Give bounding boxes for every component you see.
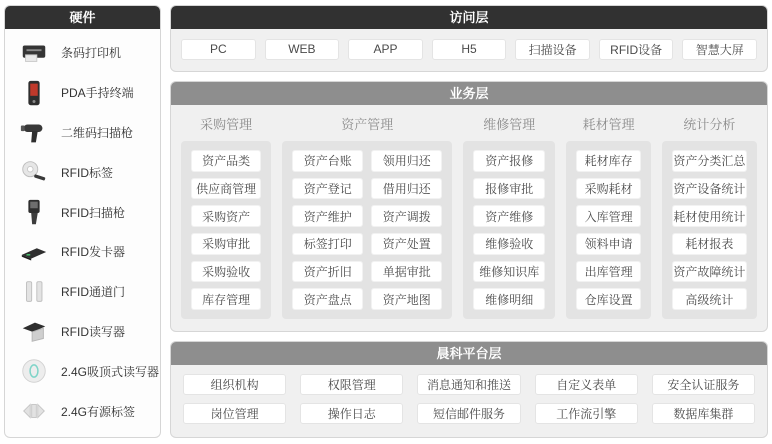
- module-chip[interactable]: 资产台账: [292, 150, 363, 172]
- sidebar-item-label: RFID通道门: [61, 285, 125, 300]
- business-column: [282, 109, 452, 319]
- qr-scanner-gun-icon: [16, 116, 52, 148]
- business-column-panel: [463, 141, 555, 319]
- sidebar-item: [7, 196, 158, 228]
- sidebar-item-label: 2.4G有源标签: [61, 404, 136, 419]
- platform-row: [183, 374, 755, 395]
- barcode-printer-icon: [16, 37, 52, 69]
- access-chip[interactable]: APP: [348, 39, 423, 60]
- module-chip[interactable]: 耗材库存: [576, 150, 640, 172]
- module-chip[interactable]: 资产设备统计: [672, 178, 747, 200]
- platform-layer-card: [170, 341, 768, 438]
- business-layer-columns: [171, 105, 767, 331]
- platform-chip[interactable]: 岗位管理: [183, 403, 286, 424]
- business-column: [566, 109, 650, 319]
- access-chip[interactable]: WEB: [265, 39, 340, 60]
- module-chip[interactable]: 高级统计: [672, 288, 747, 310]
- sidebar-item: [7, 315, 158, 347]
- access-layer-title: 访问层: [171, 6, 767, 29]
- module-chip[interactable]: 采购验收: [191, 261, 261, 283]
- platform-chip[interactable]: 消息通知和推送: [417, 374, 520, 395]
- hardware-sidebar-title: 硬件: [5, 6, 160, 29]
- module-chip[interactable]: 维修验收: [473, 233, 545, 255]
- module-chip[interactable]: 维修知识库: [473, 261, 545, 283]
- sidebar-item: [7, 355, 158, 387]
- sidebar-item-label: 2.4G吸顶式读写器: [61, 364, 160, 379]
- business-column-panel: [662, 141, 757, 319]
- access-chip[interactable]: PC: [181, 39, 256, 60]
- platform-layer-title: 晨科平台层: [171, 342, 767, 365]
- module-chip[interactable]: 库存管理: [191, 288, 261, 310]
- access-layer-items: [171, 29, 767, 71]
- business-column: [181, 109, 271, 319]
- sidebar-item: [7, 276, 158, 308]
- business-column-title: 维修管理: [483, 117, 536, 132]
- module-chip[interactable]: 资产分类汇总: [672, 150, 747, 172]
- business-column: [662, 109, 757, 319]
- module-chip[interactable]: 领用归还: [371, 150, 442, 172]
- module-chip[interactable]: 资产调拨: [371, 205, 442, 227]
- module-chip[interactable]: 供应商管理: [191, 178, 261, 200]
- sidebar-item-label: RFID标签: [61, 165, 113, 180]
- rfid-handheld-scanner-icon: [16, 196, 52, 228]
- active-tag-icon: [16, 395, 52, 427]
- platform-row: [183, 403, 755, 424]
- module-chip[interactable]: 资产维修: [473, 205, 545, 227]
- sidebar-item-label: 条码打印机: [61, 46, 122, 61]
- layers-column: [170, 5, 768, 438]
- access-chip[interactable]: RFID设备: [599, 39, 674, 60]
- platform-chip[interactable]: 短信邮件服务: [417, 403, 520, 424]
- module-chip[interactable]: 采购审批: [191, 233, 261, 255]
- module-chip[interactable]: 资产地图: [371, 288, 442, 310]
- module-chip[interactable]: 资产维护: [292, 205, 363, 227]
- platform-layer-rows: [171, 365, 767, 437]
- module-chip[interactable]: 资产报修: [473, 150, 545, 172]
- business-layer-title: 业务层: [171, 82, 767, 105]
- sidebar-item-label: 二维码扫描枪: [61, 125, 134, 140]
- module-chip[interactable]: 资产盘点: [292, 288, 363, 310]
- rfid-gate-icon: [16, 276, 52, 308]
- module-chip[interactable]: 资产处置: [371, 233, 442, 255]
- business-layer-card: [170, 81, 768, 332]
- module-chip[interactable]: 报修审批: [473, 178, 545, 200]
- module-chip[interactable]: 出库管理: [576, 261, 640, 283]
- platform-chip[interactable]: 权限管理: [300, 374, 403, 395]
- platform-chip[interactable]: 工作流引擎: [535, 403, 638, 424]
- sidebar-item-label: RFID扫描枪: [61, 205, 125, 220]
- module-chip[interactable]: 采购资产: [191, 205, 261, 227]
- business-column: [463, 109, 555, 319]
- module-chip[interactable]: 资产折旧: [292, 261, 363, 283]
- platform-chip[interactable]: 操作日志: [300, 403, 403, 424]
- rfid-reader-panel-icon: [16, 315, 52, 347]
- module-chip[interactable]: 借用归还: [371, 178, 442, 200]
- platform-chip[interactable]: 组织机构: [183, 374, 286, 395]
- module-chip[interactable]: 耗材报表: [672, 233, 747, 255]
- business-column-title: 资产管理: [341, 117, 394, 132]
- business-column-title: 统计分析: [683, 117, 736, 132]
- sidebar-item-label: RFID读写器: [61, 324, 125, 339]
- module-chip[interactable]: 采购耗材: [576, 178, 640, 200]
- module-chip[interactable]: 标签打印: [292, 233, 363, 255]
- rfid-tag-roll-icon: [16, 156, 52, 188]
- access-chip[interactable]: 智慧大屏: [682, 39, 757, 60]
- access-chip[interactable]: H5: [432, 39, 507, 60]
- ceiling-reader-icon: [16, 355, 52, 387]
- module-chip[interactable]: 资产故障统计: [672, 261, 747, 283]
- module-chip[interactable]: 资产登记: [292, 178, 363, 200]
- business-column-panel: [282, 141, 452, 319]
- platform-chip[interactable]: 数据库集群: [652, 403, 755, 424]
- sidebar-item: [7, 116, 158, 148]
- module-chip[interactable]: 单据审批: [371, 261, 442, 283]
- sidebar-item-label: PDA手持终端: [61, 86, 134, 101]
- module-chip[interactable]: 维修明细: [473, 288, 545, 310]
- sidebar-item: [7, 156, 158, 188]
- module-chip[interactable]: 入库管理: [576, 205, 640, 227]
- module-chip[interactable]: 仓库设置: [576, 288, 640, 310]
- hardware-sidebar-items: [5, 29, 160, 437]
- platform-chip[interactable]: 安全认证服务: [652, 374, 755, 395]
- pda-terminal-icon: [16, 77, 52, 109]
- hardware-sidebar: [4, 5, 161, 438]
- sidebar-item-label: RFID发卡器: [61, 245, 125, 260]
- business-column-panel: [181, 141, 271, 319]
- sidebar-item: [7, 395, 158, 427]
- rfid-card-issuer-icon: [16, 236, 52, 268]
- business-column-panel: [566, 141, 650, 319]
- access-chip[interactable]: 扫描设备: [515, 39, 590, 60]
- platform-chip[interactable]: 自定义表单: [535, 374, 638, 395]
- access-layer-card: [170, 5, 768, 72]
- module-chip[interactable]: 资产品类: [191, 150, 261, 172]
- business-column-title: 采购管理: [200, 117, 253, 132]
- sidebar-item: [7, 37, 158, 69]
- module-chip[interactable]: 领料申请: [576, 233, 640, 255]
- sidebar-item: [7, 77, 158, 109]
- sidebar-item: [7, 236, 158, 268]
- module-chip[interactable]: 耗材使用统计: [672, 205, 747, 227]
- business-column-title: 耗材管理: [582, 117, 635, 132]
